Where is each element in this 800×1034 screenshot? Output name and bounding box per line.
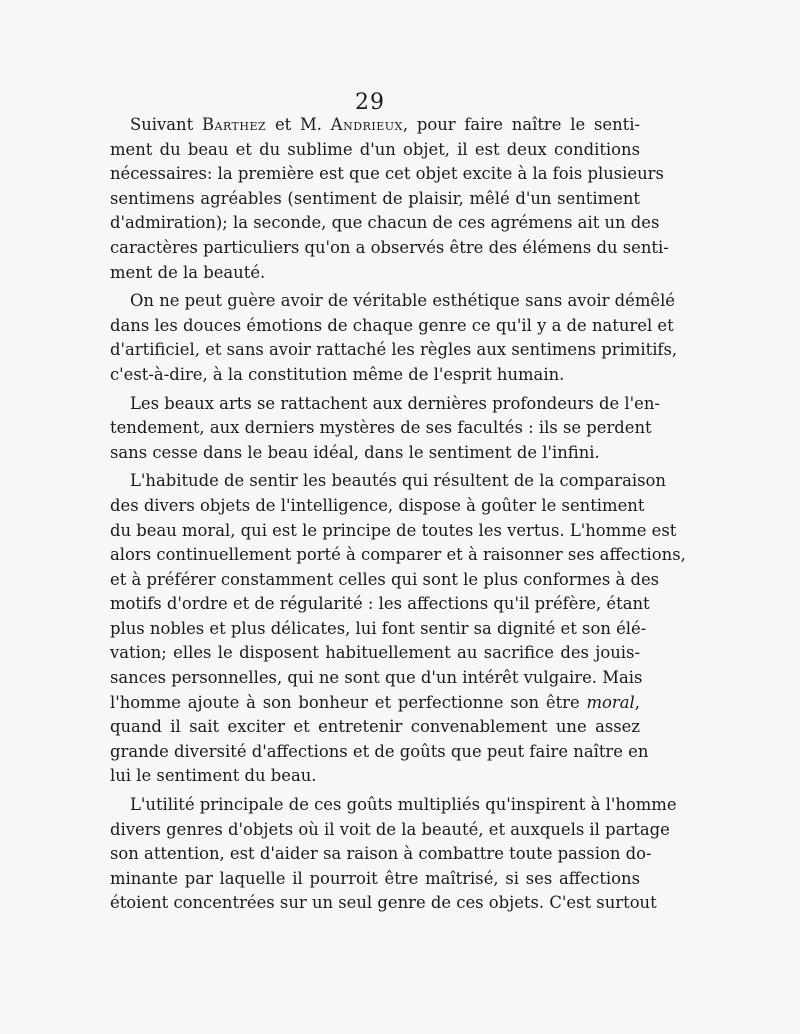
text-line: c'est-à-dire, à la constitution même de l'esprit humain. <box>110 364 565 384</box>
text-line: nécessaires: la première est que cet objet excite à la fois plusieurs <box>110 164 664 184</box>
paragraph-5 <box>110 793 677 916</box>
text-line: alors continuellement porté à comparer et à raisonner ses affections, <box>110 545 686 565</box>
paragraph-1 <box>110 113 669 285</box>
text-line: du beau moral, qui est le principe de toutes les vertus. L'homme est <box>110 520 677 540</box>
text-line: On ne peut guère avoir de véritable esthétique sans avoir démêlé <box>130 291 676 311</box>
text-line: motifs d'ordre et de régularité : les affections qu'il préfère, étant <box>110 594 650 614</box>
text-line: L'habitude de sentir les beautés qui résultent de la comparaison <box>130 471 666 491</box>
paragraph-4 <box>110 469 686 789</box>
text-line: des divers objets de l'intelligence, dispose à goûter le sentiment <box>110 495 645 515</box>
italic-word-moral: moral <box>586 692 635 712</box>
body-text <box>110 113 686 916</box>
author-name-barthez: Barthez <box>201 115 267 134</box>
text-line: sances personnelles, qui ne sont que d'un intérêt vulgaire. Mais <box>110 668 643 688</box>
paragraph-2 <box>110 289 678 387</box>
text-line: grande diversité d'affections et de goûts que peut faire naître en <box>110 741 649 761</box>
text-line: tendement, aux derniers mystères de ses facultés : ils se perdent <box>110 418 652 438</box>
text-line: l'homme ajoute à son bonheur et perfectionne son être moral, <box>110 692 640 712</box>
author-name-andrieux: Andrieux <box>330 115 403 134</box>
text-line: et à préférer constamment celles qui sont le plus conformes à des <box>110 569 660 589</box>
text-line: ment de la beauté. <box>110 262 266 282</box>
text-line: caractères particuliers qu'on a observés être des élémens du senti- <box>110 237 669 257</box>
text-line: minante par laquelle il pourroit être maîtrisé, si ses affections <box>110 868 640 888</box>
text-line: L'utilité principale de ces goûts multipliés qu'inspirent à l'homme <box>130 795 677 815</box>
text-line: divers genres d'objets où il voit de la beauté, et auxquels il partage <box>110 819 670 839</box>
text-line: sentimens agréables (sentiment de plaisir, mêlé d'un sentiment <box>110 188 640 208</box>
text-line: sans cesse dans le beau idéal, dans le sentiment de l'infini. <box>110 442 600 462</box>
text-line: Suivant Barthez et M. Andrieux, pour faire naître le senti- <box>130 115 640 134</box>
text-line: quand il sait exciter et entretenir convenablement une assez <box>110 717 640 737</box>
text-line: d'admiration); la seconde, que chacun de ces agrémens ait un des <box>110 213 660 233</box>
text-line: dans les douces émotions de chaque genre ce qu'il y a de naturel et <box>110 315 674 335</box>
text-line: étoient concentrées sur un seul genre de ces objets. C'est surtout <box>110 893 657 913</box>
text-line: son attention, est d'aider sa raison à combattre toute passion do- <box>110 844 652 864</box>
text-line: Les beaux arts se rattachent aux dernières profondeurs de l'en- <box>130 393 660 413</box>
text-line: d'artificiel, et sans avoir rattaché les règles aux sentimens primitifs, <box>110 340 678 360</box>
paragraph-3 <box>110 392 660 466</box>
text-line: vation; elles le disposent habituellement au sacrifice des jouis- <box>110 643 640 663</box>
page-number: 29 <box>355 90 385 115</box>
text-line: lui le sentiment du beau. <box>110 766 317 786</box>
text-line: ment du beau et du sublime d'un objet, il est deux conditions <box>110 139 640 159</box>
text-line: plus nobles et plus délicates, lui font sentir sa dignité et son élé- <box>110 618 647 638</box>
